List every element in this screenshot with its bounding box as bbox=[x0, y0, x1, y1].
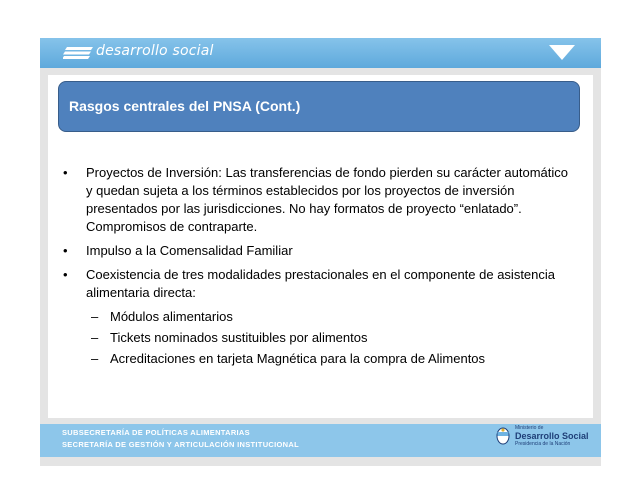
ministry-name: Desarrollo Social bbox=[515, 431, 589, 441]
ministry-subtitle: Presidencia de la Nación bbox=[515, 441, 571, 447]
ministry-logo bbox=[515, 425, 589, 447]
footer-secretaria: SECRETARÍA DE GESTIÓN Y ARTICULACIÓN INSTITUCIONAL bbox=[62, 440, 299, 449]
coat-of-arms-icon bbox=[496, 427, 510, 445]
bullet-glyph: • bbox=[63, 243, 68, 258]
slide-title-box bbox=[58, 81, 580, 132]
sub-item-text: Módulos alimentarios bbox=[110, 309, 233, 324]
dash-glyph: – bbox=[91, 309, 99, 324]
bullet-item bbox=[58, 266, 578, 302]
flag-stripes-icon bbox=[63, 47, 93, 59]
bullet-glyph: • bbox=[63, 165, 68, 180]
bullet-item bbox=[58, 242, 578, 260]
slide-title: Rasgos centrales del PNSA (Cont.) bbox=[69, 98, 301, 114]
dash-glyph: – bbox=[91, 351, 99, 366]
sub-item bbox=[58, 308, 578, 326]
bullet-text: Coexistencia de tres modalidades prestacionales en el componente de asistencia alimentaria directa: bbox=[86, 267, 556, 300]
bullet-item bbox=[58, 164, 578, 236]
sub-item bbox=[58, 329, 578, 347]
dash-glyph: – bbox=[91, 330, 99, 345]
ministry-small-text: Ministerio de bbox=[515, 425, 544, 431]
logo-text: desarrollo social bbox=[96, 43, 214, 59]
footer-subsecretaria: SUBSECRETARÍA DE POLÍTICAS ALIMENTARIAS bbox=[62, 428, 250, 437]
bullet-glyph: • bbox=[63, 267, 68, 282]
bullet-text: Proyectos de Inversión: Las transferencias de fondo pierden su carácter automático y quedan sujeta a los términos establecidos por los proyectos de inversión presentados por las jurisdicciones. No hay formatos de proyecto “enlatado”. Compromisos de contraparte. bbox=[86, 165, 568, 234]
sub-item bbox=[58, 350, 578, 368]
sub-item-text: Tickets nominados sustituibles por alimentos bbox=[110, 330, 368, 345]
bullet-text: Impulso a la Comensalidad Familiar bbox=[86, 243, 293, 258]
triangle-down-icon[interactable] bbox=[549, 45, 575, 60]
bullet-list bbox=[58, 164, 578, 371]
sub-item-text: Acreditaciones en tarjeta Magnética para la compra de Alimentos bbox=[110, 351, 486, 366]
